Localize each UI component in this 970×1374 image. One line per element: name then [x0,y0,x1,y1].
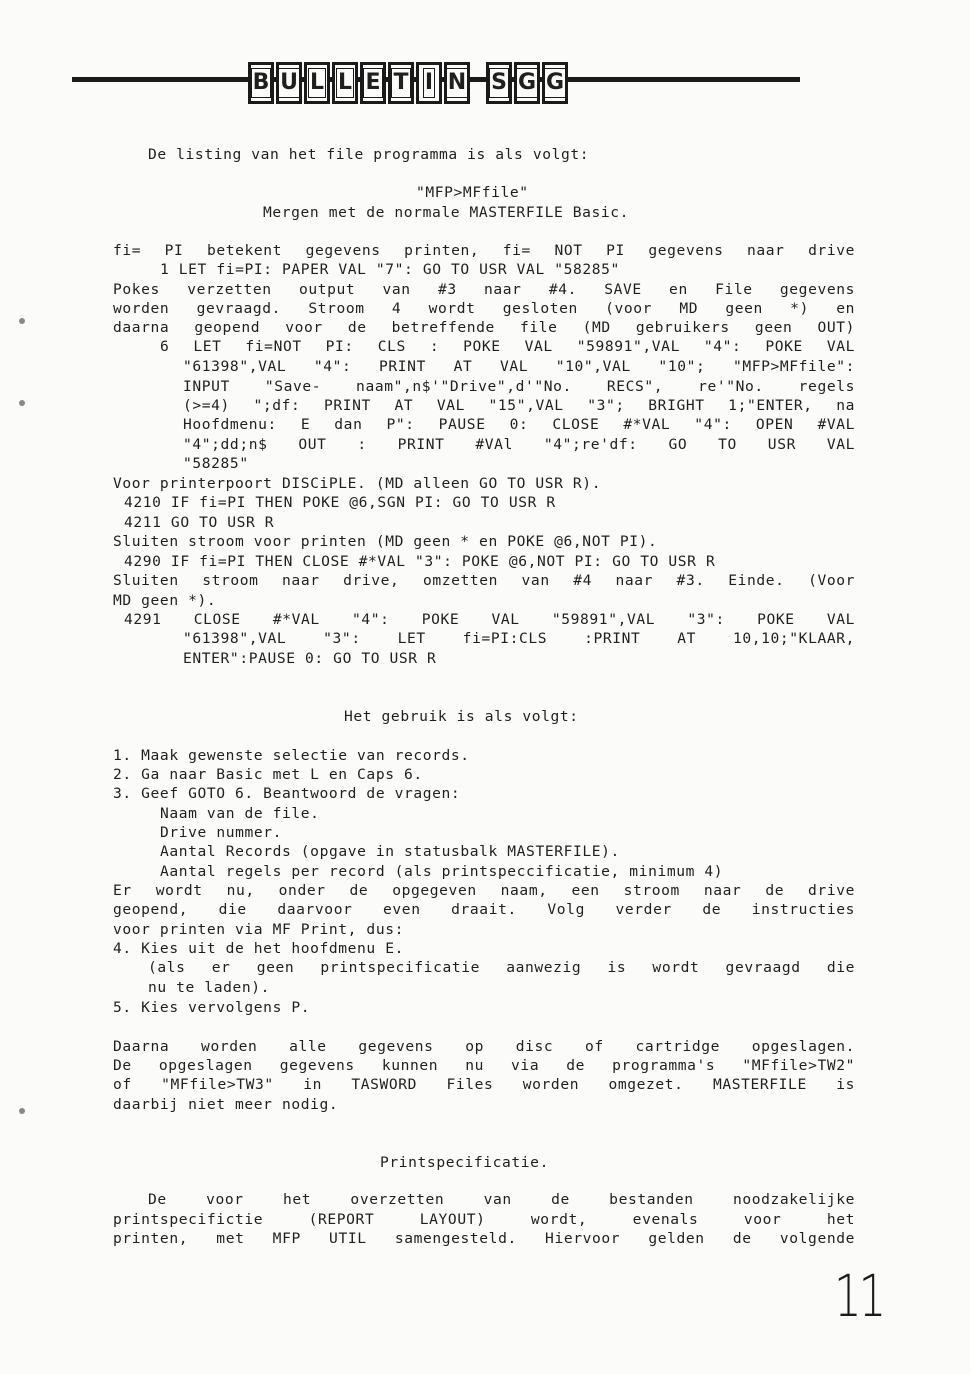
text-line: Sluiten stroom naar drive, omzetten van #4 naar #3. Einde. (Voor [113,572,855,589]
text-line: "4";dd;n$ OUT : PRINT #VAl "4";re'df: GO TO USR VAL [183,436,855,453]
text-line: De listing van het file programma is als volgt: [148,146,590,163]
text-line: 1 LET fi=PI: PAPER VAL "7": GO TO USR VAL "58285" [160,261,620,278]
page-number: 11 [834,1262,884,1330]
text-line: "61398",VAL "4": PRINT AT VAL "10",VAL "10"; "MFP>MFfile": [183,358,855,375]
text-line: worden gevraagd. Stroom 4 wordt gesloten (voor MD geen *) en [113,300,855,317]
text-line: daarna geopend voor de betreffende file (MD gebruikers geen OUT) [113,319,855,336]
text-line: "58285" [183,455,249,472]
text-line: of "MFfile>TW3" in TASWORD Files worden omgezet. MASTERFILE is [113,1076,855,1093]
text-line: 4290 IF fi=PI THEN CLOSE #*VAL "3": POKE @6,NOT PI: GO TO USR R [124,553,716,570]
text-line: Sluiten stroom voor printen (MD geen * en POKE @6,NOT PI). [113,533,658,550]
text-line: Hoofdmenu: E dan P": PAUSE 0: CLOSE #*VAL "4": OPEN #VAL [183,416,855,433]
list-item: 1. Maak gewenste selectie van records. [113,747,470,764]
text-line: Er wordt nu, onder de opgegeven naam, een stroom naar de drive [113,882,855,899]
text-line: Mergen met de normale MASTERFILE Basic. [263,204,630,221]
list-item: 4. Kies uit de het hoofdmenu E. [113,940,404,957]
punch-mark [19,1108,25,1114]
text-line: fi= PI betekent gegevens printen, fi= NOT PI gegevens naar drive [113,242,855,259]
list-item: 3. Geef GOTO 6. Beantwoord de vragen: [113,785,461,802]
text-line: "MFP>MFfile" [416,184,529,201]
text-line: geopend, die daarvoor even draait. Volg verder de instructies [113,901,855,918]
text-line: printen, met MFP UTIL samengesteld. Hiervoor gelden de volgende [113,1230,855,1247]
list-item: (als er geen printspecificatie aanwezig is wordt gevraagd die [148,959,855,976]
text-line: 6 LET fi=NOT PI: CLS : POKE VAL "59891",VAL "4": POKE VAL [160,338,855,355]
text-line: 4210 IF fi=PI THEN POKE @6,SGN PI: GO TO USR R [124,494,556,511]
text-line: INPUT "Save- naam",n$'"Drive",d'"No. RECS", re'"No. regels [183,378,855,395]
list-item: Naam van de file. [160,805,320,822]
text-line: ENTER":PAUSE 0: GO TO USR R [183,650,437,667]
text-line: (>=4) ";df: PRINT AT VAL "15",VAL "3"; BRIGHT 1;"ENTER, na [183,397,855,414]
list-item: 2. Ga naar Basic met L en Caps 6. [113,766,423,783]
text-line: Pokes verzetten output van #3 naar #4. SAVE en File gegevens [113,281,855,298]
text-line: De opgeslagen gegevens kunnen nu via de programma's "MFfile>TW2" [113,1057,855,1074]
text-line: voor printen via MF Print, dus: [113,921,404,938]
section-heading: Printspecificatie. [380,1154,549,1171]
text-line: De voor het overzetten van de bestanden noodzakelijke [148,1191,855,1208]
text-line: 4211 GO TO USR R [124,514,275,531]
list-item: Drive nummer. [160,824,283,841]
punch-mark [19,400,25,406]
text-line: 4291 CLOSE #*VAL "4": POKE VAL "59891",VAL "3": POKE VAL [124,611,855,628]
text-line: "61398",VAL "3": LET fi=PI:CLS :PRINT AT 10,10;"KLAAR, [183,630,855,647]
list-item: Aantal Records (opgave in statusbalk MASTERFILE). [160,843,620,860]
text-line: Daarna worden alle gegevens op disc of cartridge opgeslagen. [113,1038,855,1055]
list-item: Aantal regels per record (als printspeccificatie, minimum 4) [160,863,724,880]
list-item: nu te laden). [148,979,271,996]
text-line: printspecifictie (REPORT LAYOUT) wordt, evenals voor het [113,1211,855,1228]
list-item: 5. Kies vervolgens P. [113,999,311,1016]
text-line: Voor printerpoort DISCiPLE. (MD alleen GO TO USR R). [113,475,602,492]
bulletin-logo: B U L L E T I N S G G [248,62,568,104]
text-line: MD geen *). [113,592,217,609]
punch-mark [19,318,25,324]
text-line: daarbij niet meer nodig. [113,1096,339,1113]
section-heading: Het gebruik is als volgt: [344,708,579,725]
